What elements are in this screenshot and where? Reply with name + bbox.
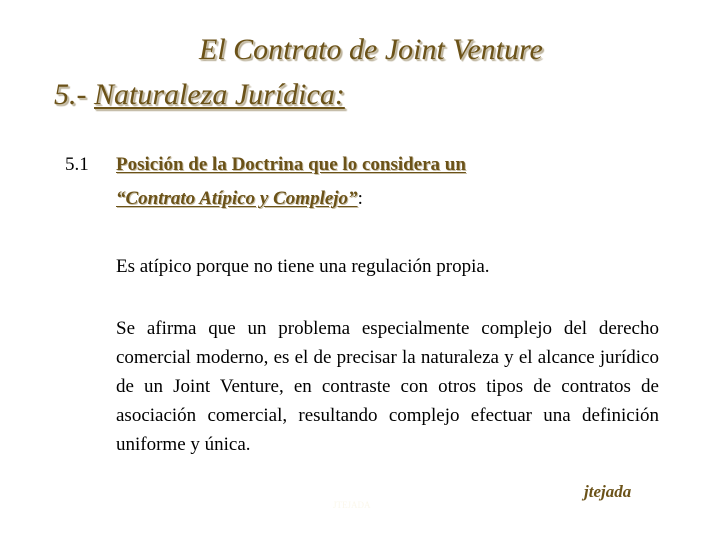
title-underlined-text: Naturaleza Jurídica: [94, 78, 345, 111]
paragraph-atipico: Es atípico porque no tiene una regulación propia. [116, 256, 490, 277]
section-heading-quote: “Contrato Atípico y Complejo” [116, 188, 358, 209]
slide-title-line1: El Contrato de Joint Venture [199, 33, 543, 66]
watermark: JTEJADA [333, 500, 371, 510]
author-signature: jtejada [584, 482, 632, 501]
section-heading-line2 [116, 188, 363, 210]
slide-title-line2 [54, 78, 345, 112]
section-number: 5.1 [65, 154, 89, 175]
section-heading-suffix: : [357, 188, 363, 209]
section-heading-text: Posición de la Doctrina que lo considera un [116, 154, 466, 175]
title-prefix: 5.- [54, 78, 94, 111]
section-heading-line1 [116, 154, 466, 176]
paragraph-complejo: Se afirma que un problema especialmente complejo del derecho comercial moderno, es el de precisar la naturaleza y el alcance jurídico de un Joint Venture, en contraste con otros tipos de contratos de asociación comercial, resultando complejo efectuar una definición uniforme y única. [116, 318, 659, 455]
